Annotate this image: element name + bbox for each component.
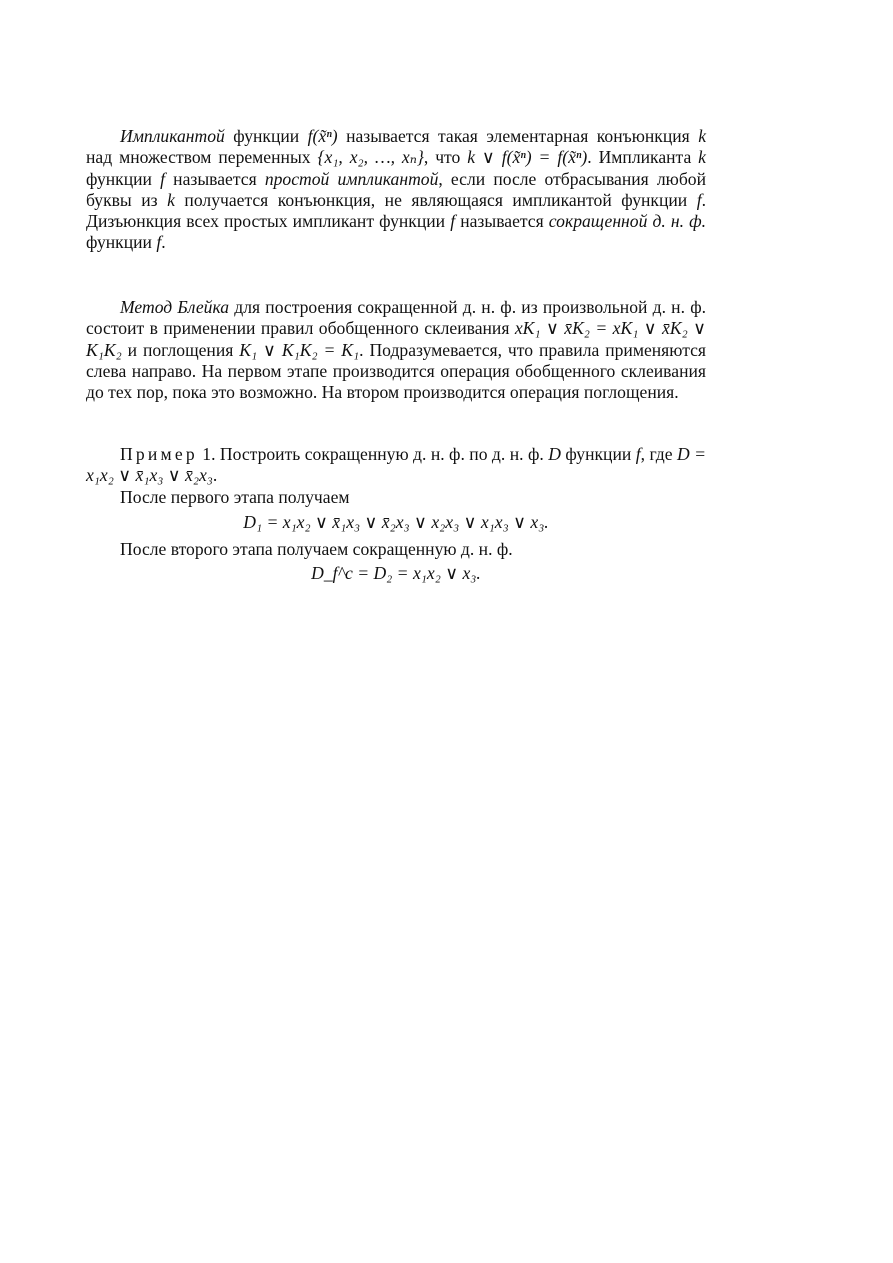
text: функции	[560, 444, 636, 464]
formula: k ∨ f(x̃ⁿ) = f(x̃ⁿ)	[467, 147, 588, 168]
formula: f	[696, 189, 702, 210]
after-second-stage-text: После второго этапа получаем сокращенную д. н. ф.	[120, 539, 513, 560]
text: функции	[224, 126, 308, 146]
paragraph-implicant-definition	[86, 126, 706, 254]
text: . Дизъюнкция всех простых импликант функции	[86, 189, 706, 232]
text: .	[161, 232, 166, 253]
formula-generalized-consensus: xK₁ ∨ x̄K₂ = xK₁ ∨ x̄K₂ ∨ K₁K₂	[86, 318, 707, 360]
formula: k	[698, 126, 707, 146]
formula: {x₁, x₂, …, xₙ}	[317, 147, 424, 168]
paragraph-blake-method	[86, 297, 706, 403]
text: функции	[86, 168, 161, 189]
text: .	[212, 465, 218, 486]
text: 1. Построить сокращенную д. н. ф. по д. н. ф.	[197, 444, 549, 464]
example-block	[86, 444, 706, 587]
text: над множеством переменных	[86, 147, 318, 168]
term-prime-implicant: простой импликантой	[264, 168, 439, 189]
formula: k	[698, 147, 706, 168]
formula: f	[635, 444, 641, 464]
equation-d1: D₁ = x₁x₂ ∨ x̄₁x₃ ∨ x̄₂x₃ ∨ x₂x₃ ∨ x₁x₃ ∨ x₃.	[243, 511, 549, 532]
text: называется	[165, 168, 265, 189]
text: и поглощения	[121, 339, 240, 360]
text: , что	[423, 147, 468, 168]
text: . Подразумевается, что правила применяются слева направо. На первом этапе производится операция обобщенного склеивания до тех пор, пока это возможно. На втором производится операция поглощения.	[86, 339, 706, 403]
text: . Импликанта	[587, 147, 699, 168]
text: функции	[86, 232, 157, 253]
example-label: Пример	[120, 444, 198, 464]
formula: f	[156, 232, 162, 253]
equation-reduced-dnf: D_f^c = D₂ = x₁x₂ ∨ x₃.	[311, 563, 481, 584]
text: , где	[640, 444, 677, 464]
after-first-stage-text: После первого этапа получаем	[120, 486, 350, 507]
formula: f	[450, 211, 456, 232]
formula: D = x₁x₂ ∨ x̄₁x₃ ∨ x̄₂x₃	[86, 444, 706, 486]
text: для построения сокращенной д. н. ф. из произвольной д. н. ф. состоит в применении правил обобщенного склеивания	[86, 297, 707, 339]
formula: k	[167, 189, 175, 210]
formula-absorption: K₁ ∨ K₁K₂ = K₁	[239, 339, 360, 360]
text: называется такая элементарная конъюнкция	[337, 126, 699, 146]
formula: D	[548, 444, 561, 464]
term-reduced-dnf: сокращенной д. н. ф.	[548, 211, 706, 232]
term-blake-method: Метод Блейка	[120, 297, 230, 317]
term-implicant: Импликантой	[120, 126, 225, 146]
text: называется	[455, 211, 549, 232]
text: получается конъюнкция, не являющаяся импликантой функции	[174, 189, 697, 210]
formula: f	[160, 168, 166, 189]
formula: f(x̃ⁿ)	[307, 126, 338, 146]
text: , если после отбрасывания любой буквы из	[86, 168, 706, 210]
